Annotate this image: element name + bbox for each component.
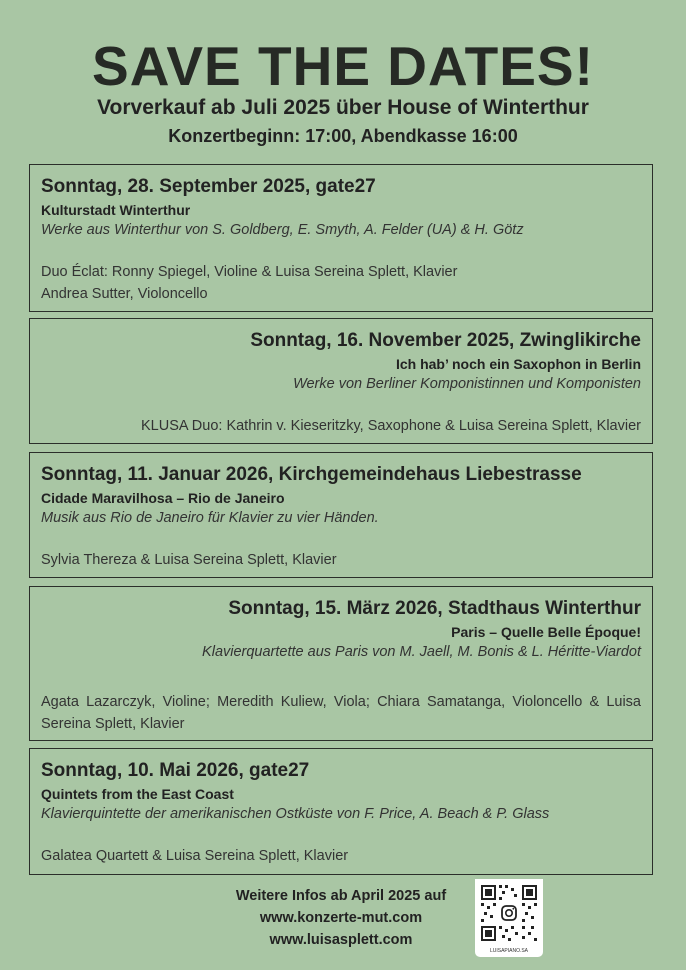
concert-description: Klavierquartette aus Paris von M. Jaell, M. Bonis & L. Héritte-Viardot bbox=[202, 644, 641, 660]
instagram-icon bbox=[500, 904, 518, 922]
page-title: SAVE THE DATES! bbox=[92, 35, 594, 97]
qr-code-graphic bbox=[475, 879, 543, 947]
concert-program-title: Cidade Maravilhosa – Rio de Janeiro bbox=[41, 490, 285, 506]
concert-card-5 bbox=[29, 748, 653, 875]
performers-line: Duo Éclat: Ronny Spiegel, Violine & Luisa Sereina Splett, Klavier bbox=[41, 264, 458, 280]
concert-performers: Sylvia Thereza & Luisa Sereina Splett, Klavier bbox=[41, 552, 337, 568]
concert-program-title: Quintets from the East Coast bbox=[41, 786, 234, 802]
performers-line: Andrea Sutter, Violoncello bbox=[41, 286, 208, 302]
concert-description: Werke von Berliner Komponistinnen und Komponisten bbox=[293, 376, 641, 392]
concert-date-venue: Sonntag, 16. November 2025, Zwinglikirche bbox=[250, 330, 641, 351]
concert-date-venue: Sonntag, 10. Mai 2026, gate27 bbox=[41, 760, 310, 781]
concert-performers: Galatea Quartett & Luisa Sereina Splett, Klavier bbox=[41, 848, 349, 864]
concert-date-venue: Sonntag, 11. Januar 2026, Kirchgemeindehaus Liebestrasse bbox=[41, 464, 582, 485]
footer-info-text: Weitere Infos ab April 2025 auf bbox=[235, 888, 447, 904]
website-link-luisasplett[interactable]: www.luisasplett.com bbox=[269, 932, 413, 948]
qr-caption: LUISAPIANO.SA bbox=[489, 948, 529, 954]
concert-description: Werke aus Winterthur von S. Goldberg, E. Smyth, A. Felder (UA) & H. Götz bbox=[41, 222, 524, 238]
concert-performers: Agata Lazarczyk, Violine; Meredith Kuliew, Viola; Chiara Samatanga, Violoncello & Luisa Sereina Splett, Klavier bbox=[41, 694, 641, 732]
concert-card-3 bbox=[29, 452, 653, 578]
footer-info bbox=[196, 885, 486, 951]
concert-performers bbox=[41, 261, 641, 305]
concert-description: Musik aus Rio de Janeiro für Klavier zu vier Händen. bbox=[41, 510, 379, 526]
concert-description: Klavierquintette der amerikanischen Ostküste von F. Price, A. Beach & P. Glass bbox=[41, 806, 550, 822]
concert-program-title: Kulturstadt Winterthur bbox=[41, 202, 191, 218]
concert-card-4 bbox=[29, 586, 653, 741]
concert-program-title: Ich hab’ noch ein Saxophon in Berlin bbox=[395, 356, 641, 372]
concert-card-2 bbox=[29, 318, 653, 444]
concert-date-venue: Sonntag, 15. März 2026, Stadthaus Winterthur bbox=[228, 598, 641, 619]
concert-start-info: Konzertbeginn: 17:00, Abendkasse 16:00 bbox=[168, 126, 518, 146]
concert-card-1 bbox=[29, 164, 653, 312]
qr-code-icon[interactable] bbox=[475, 879, 543, 957]
website-link-konzerte-mut[interactable]: www.konzerte-mut.com bbox=[259, 910, 423, 926]
concert-program-title: Paris – Quelle Belle Époque! bbox=[451, 624, 641, 640]
concert-date-venue: Sonntag, 28. September 2025, gate27 bbox=[41, 176, 376, 197]
concert-performers: KLUSA Duo: Kathrin v. Kieseritzky, Saxophone & Luisa Sereina Splett, Klavier bbox=[141, 418, 641, 434]
presale-info: Vorverkauf ab Juli 2025 über House of Winterthur bbox=[97, 96, 589, 119]
